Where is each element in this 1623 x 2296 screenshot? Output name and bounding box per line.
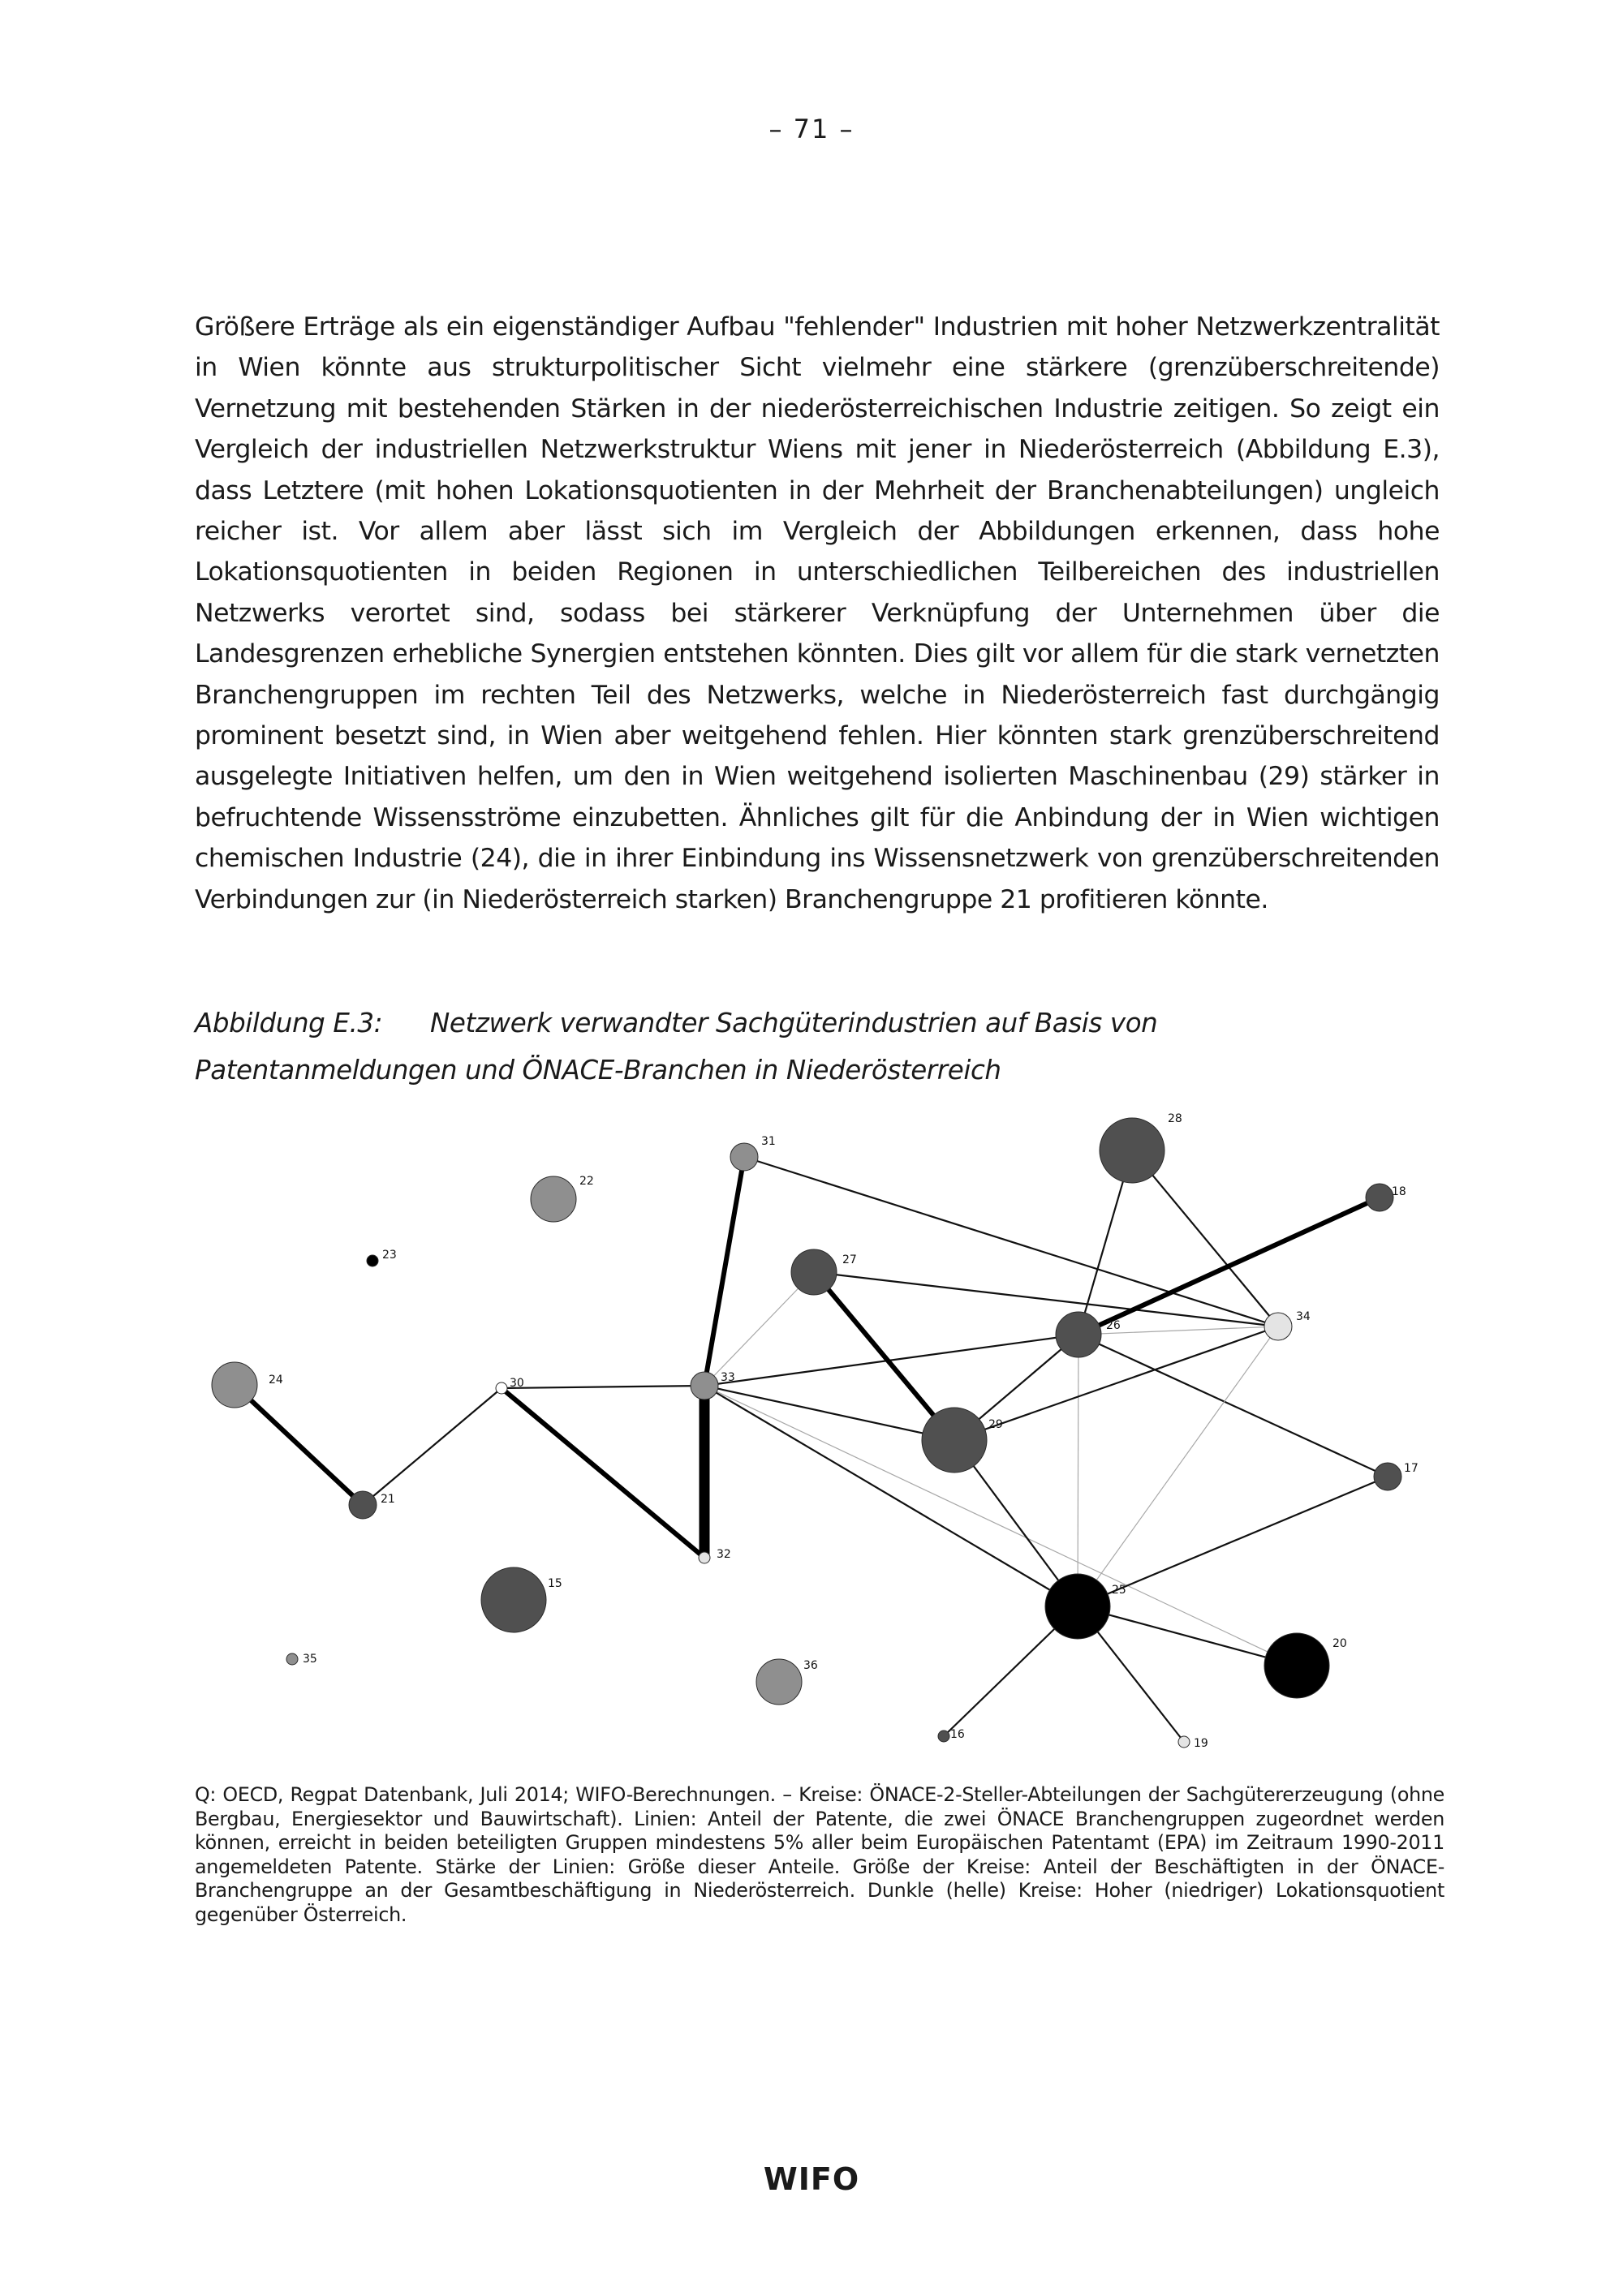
edge-26-17 <box>1078 1335 1388 1477</box>
figure-title-line1: Netzwerk verwandter Sachgüterindustrien auf Basis von <box>430 1008 1158 1038</box>
node-21 <box>349 1491 377 1519</box>
edge-25-20 <box>1078 1606 1297 1666</box>
node-17 <box>1374 1463 1401 1490</box>
node-33 <box>691 1372 718 1400</box>
node-18 <box>1366 1184 1393 1211</box>
node-27 <box>791 1249 837 1295</box>
edge-30-32 <box>502 1388 704 1558</box>
node-label-15: 15 <box>548 1577 562 1590</box>
edge-33-25 <box>704 1386 1078 1606</box>
node-label-30: 30 <box>510 1377 524 1390</box>
edge-21-30 <box>363 1388 502 1505</box>
node-label-29: 29 <box>988 1418 1003 1431</box>
source-note: Q: OECD, Regpat Datenbank, Juli 2014; WIFO-Berechnungen. – Kreise: ÖNACE-2-Steller-Abteilungen der Sachgütererzeugung (ohne Bergbau, Energiesektor und Bauwirtschaft). Linien: Anteil der Patente, die zwei ÖNACE Branchengruppen zugeordnet werden können, erreicht in beiden beteiligten Gruppen mindestens 5% aller beim Europäischen Patentamt (EPA) im Zeitraum 1990-2011 angemeldeten Patente. Stärke der Linien: Größe dieser Anteile. Größe der Kreise: Anteil der Beschäftigten in der ÖNACE-Branchengruppe an der Gesamtbeschäftigung in Niederösterreich. Dunkle (helle) Kreise: Hoher (niedriger) Lokationsquotient gegenüber Österreich. <box>195 1783 1444 1926</box>
network-chart <box>195 1103 1444 1752</box>
edge-30-33 <box>502 1386 704 1388</box>
network-figure <box>195 1103 1444 1752</box>
node-32 <box>699 1552 710 1563</box>
node-15 <box>481 1567 546 1632</box>
node-30 <box>496 1382 507 1394</box>
node-label-26: 26 <box>1106 1319 1121 1332</box>
wifo-logo <box>0 2161 1623 2197</box>
node-label-17: 17 <box>1404 1462 1419 1475</box>
node-label-28: 28 <box>1168 1112 1182 1125</box>
node-label-32: 32 <box>717 1548 731 1561</box>
node-label-34: 34 <box>1296 1310 1311 1323</box>
node-label-16: 16 <box>950 1728 965 1741</box>
wifo-logo-text: WIFO <box>763 2161 860 2197</box>
node-label-25: 25 <box>1112 1584 1126 1597</box>
nodes <box>212 1112 1419 1750</box>
node-23 <box>367 1255 378 1266</box>
edge-33-26 <box>704 1335 1078 1386</box>
edge-24-21 <box>235 1385 363 1505</box>
node-26 <box>1056 1312 1101 1357</box>
node-label-19: 19 <box>1194 1737 1208 1750</box>
node-label-18: 18 <box>1392 1185 1406 1198</box>
node-label-21: 21 <box>381 1493 395 1506</box>
node-36 <box>756 1659 802 1705</box>
node-19 <box>1178 1736 1190 1748</box>
node-25 <box>1045 1574 1110 1639</box>
node-20 <box>1264 1633 1329 1698</box>
edge-31-34 <box>744 1157 1278 1326</box>
edges <box>235 1150 1388 1742</box>
node-label-23: 23 <box>382 1249 397 1262</box>
body-paragraph: Größere Erträge als ein eigenständiger Aufbau "fehlender" Industrien mit hoher Netzwerkzentralität in Wien könnte aus strukturpolitischer Sicht vielmehr eine stärkere (grenzüberschreitende) Vernetzung mit bestehenden Stärken in der niederösterreichischen Industrie zeitigen. So zeigt ein Vergleich der industriellen Netzwerkstruktur Wiens mit jener in Niederösterreich (Abbildung E.3), dass Letztere (mit hohen Lokationsquotienten in der Mehrheit der Branchenabteilungen) ungleich reicher ist. Vor allem aber lässt sich im Vergleich der Abbildungen erkennen, dass hohe Lokationsquotienten in beiden Regionen in unterschiedlichen Teilbereichen des industriellen Netzwerks verortet sind, sodass bei stärkerer Verknüpfung der Unternehmen über die Landesgrenzen erhebliche Synergien entstehen könnten. Dies gilt vor allem für die stark vernetzten Branchengruppen im rechten Teil des Netzwerks, welche in Niederösterreich fast durchgängig prominent besetzt sind, in Wien aber weitgehend fehlen. Hier könnten stark grenzüberschreitend ausgelegte Initiativen helfen, um den in Wien weitgehend isolierten Maschinenbau (29) stärker in befruchtende Wissensströme einzubetten. Ähnliches gilt für die Anbindung der in Wien wichtigen chemischen Industrie (24), die in ihrer Einbindung ins Wissensnetzwerk von grenzüberschreitenden Verbindungen zur (in Niederösterreich starken) Branchengruppe 21 profitieren könnte. <box>195 312 1440 914</box>
node-28 <box>1100 1118 1165 1183</box>
node-label-22: 22 <box>579 1175 594 1188</box>
edge-31-33 <box>704 1157 744 1386</box>
node-label-31: 31 <box>761 1135 776 1148</box>
page-number: – 71 – <box>768 114 855 144</box>
node-35 <box>286 1653 298 1665</box>
node-label-27: 27 <box>842 1253 857 1266</box>
node-24 <box>212 1362 257 1408</box>
node-label-35: 35 <box>303 1653 317 1666</box>
node-label-36: 36 <box>803 1659 818 1672</box>
figure-title-line2: Patentanmeldungen und ÖNACE-Branchen in Niederösterreich <box>195 1055 1001 1086</box>
node-29 <box>922 1408 987 1473</box>
figure-label: Abbildung E.3: <box>195 1008 383 1038</box>
node-31 <box>730 1143 758 1171</box>
node-34 <box>1264 1313 1292 1340</box>
node-label-20: 20 <box>1332 1637 1347 1650</box>
edge-29-34 <box>954 1326 1278 1440</box>
node-22 <box>531 1176 576 1222</box>
edge-26-18 <box>1078 1197 1380 1335</box>
edge-27-34 <box>814 1272 1278 1326</box>
node-label-33: 33 <box>721 1371 735 1384</box>
node-label-24: 24 <box>269 1374 283 1387</box>
figure-caption <box>195 1000 1444 1094</box>
node-16 <box>938 1731 949 1742</box>
